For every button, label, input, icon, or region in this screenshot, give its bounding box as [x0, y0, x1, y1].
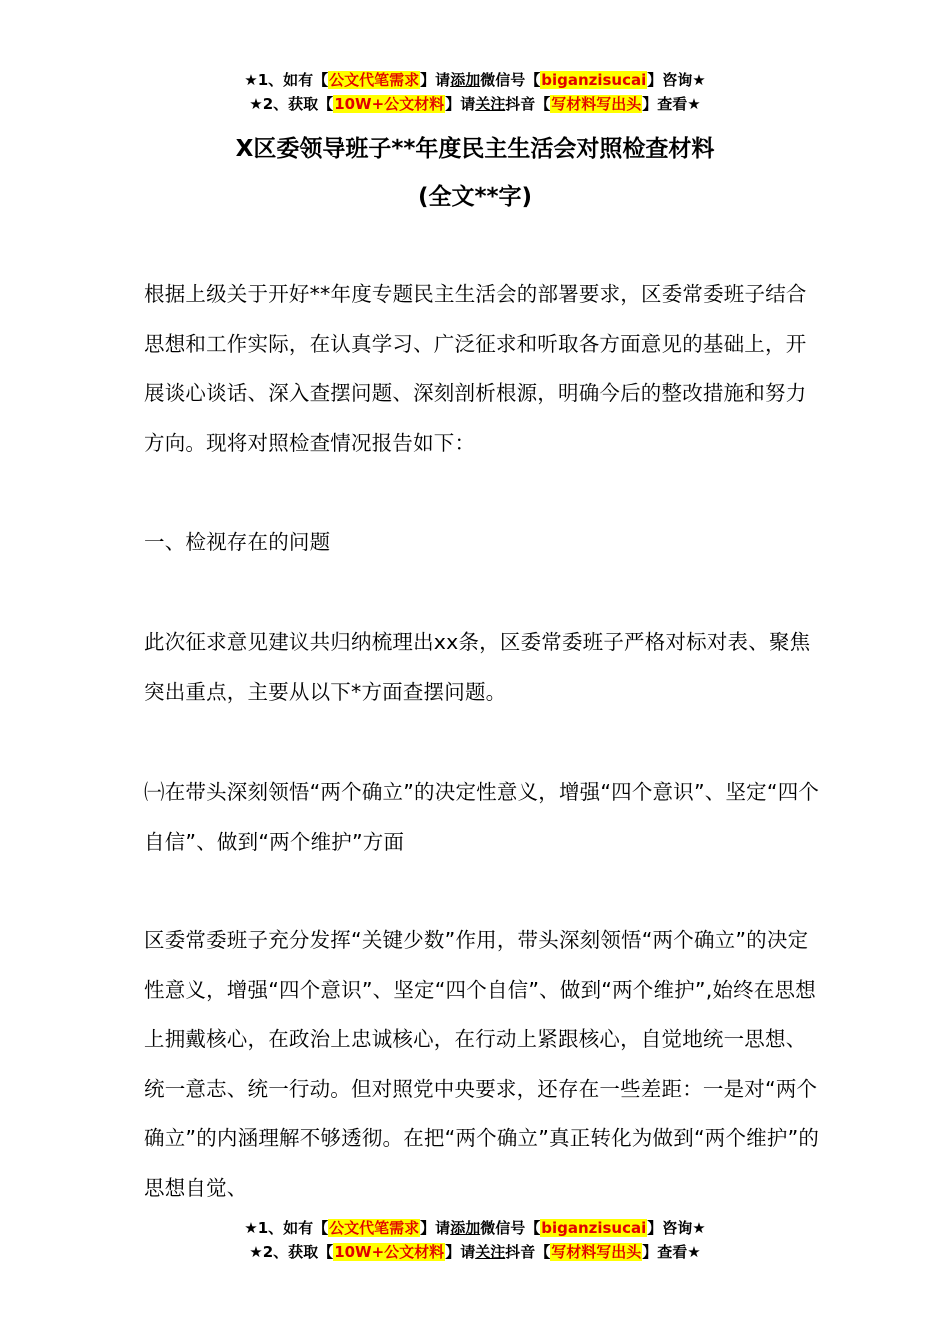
promo-line-1	[0, 68, 950, 92]
section-intro-paragraph: 此次征求意见建议共归纳梳理出xx条，区委常委班子严格对标对表、聚焦突出重点，主要从以下*方面查摆问题。	[144, 630, 811, 704]
promo-text: 】查看★	[642, 95, 701, 113]
promo-underline-text: 添加	[450, 1219, 481, 1237]
promo-text: ★1、如有【	[244, 71, 329, 89]
promo-highlight: 写材料写出头	[551, 95, 642, 113]
promo-highlight: 写材料写出头	[551, 1243, 642, 1261]
promo-text: 】请	[445, 95, 476, 113]
promo-text: 】请	[420, 1219, 451, 1237]
promo-text: 微信号【	[480, 1219, 541, 1237]
promo-banner-bottom	[0, 1216, 950, 1264]
promo-text: ★2、获取【	[249, 1243, 334, 1261]
promo-highlight: 10W+公文材料	[334, 1243, 445, 1261]
section-heading: 一、检视存在的问题	[144, 530, 331, 554]
promo-underline-text: 关注	[475, 1243, 506, 1261]
promo-text: 抖音【	[505, 95, 551, 113]
promo-highlight: 公文代笔需求	[329, 71, 420, 89]
promo-line-1	[0, 1216, 950, 1240]
intro-paragraph: 根据上级关于开好**年度专题民主生活会的部署要求，区委常委班子结合思想和工作实际，在认真学习、广泛征求和听取各方面意见的基础上，开展谈心谈话、深入查摆问题、深刻剖析根源，明确今后的整改措施和努力方向。现将对照检查情况报告如下：	[144, 282, 807, 455]
document-subtitle: (全文**字)	[417, 184, 533, 210]
promo-text: 】查看★	[642, 1243, 701, 1261]
promo-underline-text: 关注	[475, 95, 506, 113]
document-title: X区委领导班子**年度民主生活会对照检查材料	[235, 136, 715, 162]
promo-highlight: 公文代笔需求	[329, 1219, 420, 1237]
promo-highlight: biganzisucai	[541, 71, 647, 89]
promo-banner-top	[0, 68, 950, 116]
subsection-body-paragraph: 区委常委班子充分发挥“关键少数”作用，带头深刻领悟“两个确立”的决定性意义，增强“四个意识”、坚定“四个自信”、做到“两个维护”,始终在思想上拥戴核心，在政治上忠诚核心，在行动上紧跟核心，自觉地统一思想、统一意志、统一行动。但对照党中央要求，还存在一些差距：一是对“两个确立”的内涵理解不够透彻。在把“两个确立”真正转化为做到“两个维护”的思想自觉、	[144, 928, 820, 1200]
promo-line-2	[0, 92, 950, 116]
promo-text: 抖音【	[505, 1243, 551, 1261]
promo-text: ★2、获取【	[249, 95, 334, 113]
promo-text: 】咨询★	[647, 71, 706, 89]
promo-highlight: biganzisucai	[541, 1219, 647, 1237]
promo-underline-text: 添加	[450, 71, 481, 89]
promo-text: 】请	[420, 71, 451, 89]
subsection-heading: ㈠在带头深刻领悟“两个确立”的决定性意义，增强“四个意识”、坚定“四个自信”、做到“两个维护”方面	[144, 780, 820, 854]
promo-text: 】咨询★	[647, 1219, 706, 1237]
promo-highlight: 10W+公文材料	[334, 95, 445, 113]
promo-text: 微信号【	[480, 71, 541, 89]
promo-text: 】请	[445, 1243, 476, 1261]
promo-text: ★1、如有【	[244, 1219, 329, 1237]
promo-line-2	[0, 1240, 950, 1264]
